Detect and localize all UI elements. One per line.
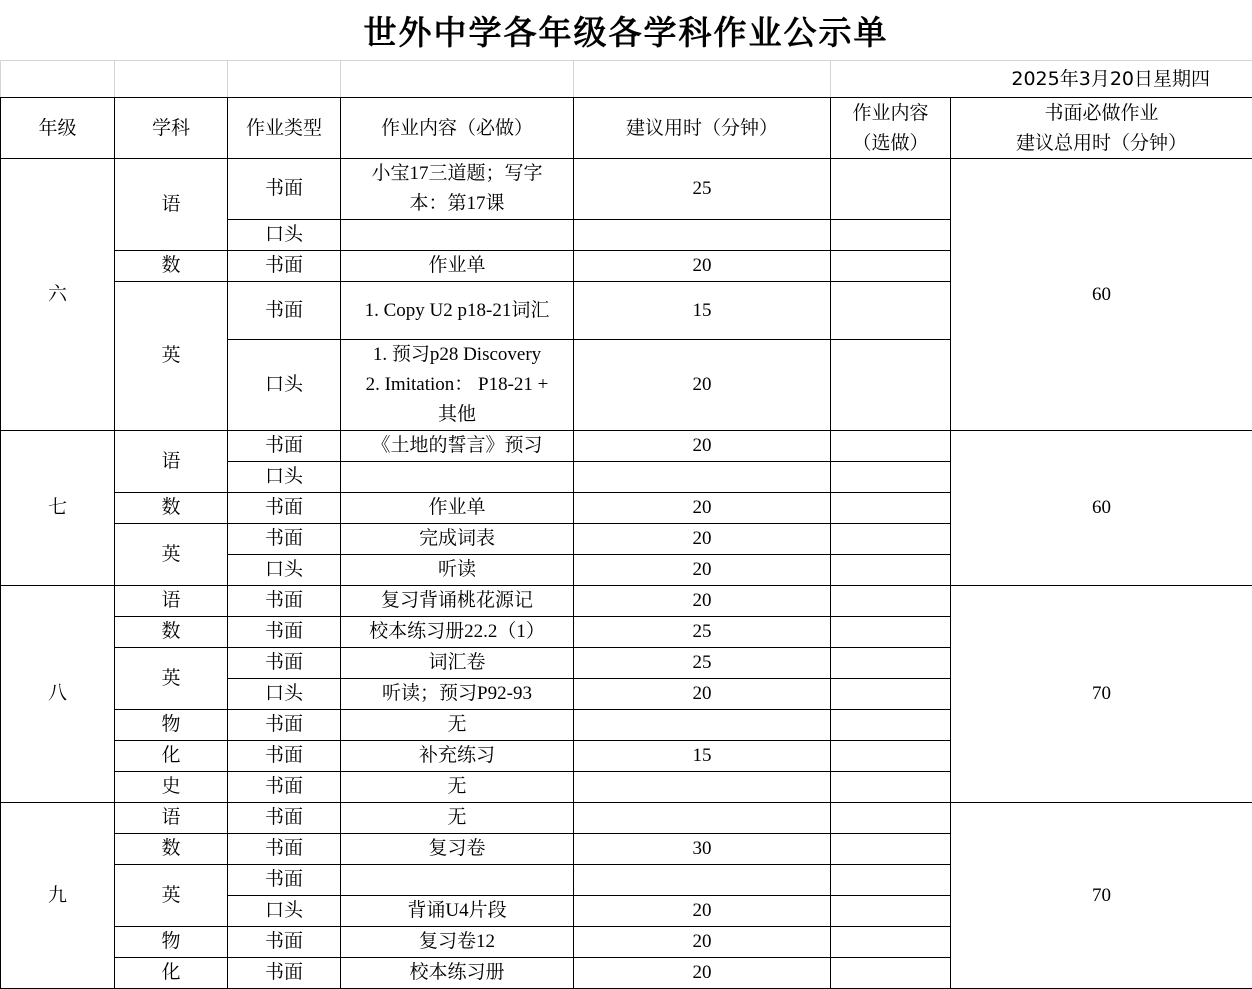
content-cell xyxy=(341,586,574,617)
type-cell: 书面 xyxy=(228,493,341,524)
type-cell: 书面 xyxy=(228,958,341,989)
content-cell xyxy=(341,251,574,282)
table-row xyxy=(1,803,1252,834)
content-cell xyxy=(341,220,574,251)
content-line: 背诵U4片段 xyxy=(343,896,571,926)
optional-content-cell xyxy=(831,865,951,896)
type-cell: 书面 xyxy=(228,159,341,220)
type-cell: 口头 xyxy=(228,679,341,710)
subject-cell: 语 xyxy=(115,803,228,834)
time-cell: 20 xyxy=(574,586,831,617)
header-row xyxy=(1,98,1252,159)
content-line: 2. Imitation： P18-21 + xyxy=(343,370,571,400)
grade-cell: 六 xyxy=(1,159,115,431)
optional-content-cell xyxy=(831,896,951,927)
header-content-required: 作业内容（必做） xyxy=(341,98,574,159)
total-time-cell: 70 xyxy=(951,586,1252,803)
subject-cell: 数 xyxy=(115,834,228,865)
subject-cell: 英 xyxy=(115,648,228,710)
time-cell: 15 xyxy=(574,282,831,340)
subject-cell: 英 xyxy=(115,524,228,586)
time-cell: 15 xyxy=(574,741,831,772)
type-cell: 书面 xyxy=(228,772,341,803)
grade-cell: 九 xyxy=(1,803,115,989)
content-line: 复习卷 xyxy=(343,834,571,864)
optional-content-cell xyxy=(831,462,951,493)
content-line: 词汇卷 xyxy=(343,648,571,678)
grade-cell: 八 xyxy=(1,586,115,803)
time-cell: 25 xyxy=(574,617,831,648)
optional-content-cell xyxy=(831,340,951,431)
type-cell: 书面 xyxy=(228,586,341,617)
time-cell: 20 xyxy=(574,896,831,927)
content-line: 复习背诵桃花源记 xyxy=(343,586,571,616)
content-line: 1. 预习p28 Discovery xyxy=(343,340,571,370)
subject-cell: 史 xyxy=(115,772,228,803)
content-cell xyxy=(341,710,574,741)
content-cell xyxy=(341,524,574,555)
subject-cell: 物 xyxy=(115,710,228,741)
optional-content-cell xyxy=(831,220,951,251)
content-cell xyxy=(341,741,574,772)
optional-content-cell xyxy=(831,958,951,989)
subject-cell: 英 xyxy=(115,865,228,927)
total-time-cell: 60 xyxy=(951,431,1252,586)
type-cell: 书面 xyxy=(228,431,341,462)
content-cell xyxy=(341,493,574,524)
content-line: 听读 xyxy=(343,555,571,585)
subject-cell: 语 xyxy=(115,159,228,251)
type-cell: 口头 xyxy=(228,462,341,493)
subject-cell: 数 xyxy=(115,493,228,524)
header-subject: 学科 xyxy=(115,98,228,159)
subject-cell: 数 xyxy=(115,617,228,648)
content-cell xyxy=(341,803,574,834)
optional-content-cell xyxy=(831,710,951,741)
type-cell: 书面 xyxy=(228,251,341,282)
content-line: 完成词表 xyxy=(343,524,571,554)
content-line: 无 xyxy=(343,803,571,833)
date-row xyxy=(1,61,1252,98)
subject-cell: 化 xyxy=(115,741,228,772)
optional-content-cell xyxy=(831,251,951,282)
content-cell xyxy=(341,896,574,927)
content-cell xyxy=(341,555,574,586)
time-cell xyxy=(574,772,831,803)
time-cell: 20 xyxy=(574,524,831,555)
type-cell: 书面 xyxy=(228,282,341,340)
homework-table xyxy=(0,60,1252,989)
optional-content-cell xyxy=(831,555,951,586)
content-cell xyxy=(341,431,574,462)
type-cell: 书面 xyxy=(228,927,341,958)
time-cell: 20 xyxy=(574,431,831,462)
total-time-cell: 60 xyxy=(951,159,1252,431)
page-title: 世外中学各年级各学科作业公示单 xyxy=(0,0,1252,60)
subject-cell: 语 xyxy=(115,586,228,617)
content-line: 作业单 xyxy=(343,251,571,281)
content-cell xyxy=(341,927,574,958)
subject-cell: 语 xyxy=(115,431,228,493)
type-cell: 书面 xyxy=(228,741,341,772)
time-cell xyxy=(574,220,831,251)
subject-cell: 数 xyxy=(115,251,228,282)
content-cell xyxy=(341,340,574,431)
content-cell xyxy=(341,648,574,679)
subject-cell: 化 xyxy=(115,958,228,989)
time-cell: 20 xyxy=(574,555,831,586)
content-cell xyxy=(341,462,574,493)
type-cell: 书面 xyxy=(228,803,341,834)
table-row xyxy=(1,586,1252,617)
content-line: 小宝17三道题；写字 xyxy=(343,159,571,189)
time-cell: 20 xyxy=(574,493,831,524)
total-time-cell: 70 xyxy=(951,803,1252,989)
time-cell: 25 xyxy=(574,648,831,679)
content-line: 校本练习册 xyxy=(343,958,571,988)
optional-content-cell xyxy=(831,524,951,555)
content-line: 听读；预习P92-93 xyxy=(343,679,571,709)
content-cell xyxy=(341,772,574,803)
content-cell xyxy=(341,958,574,989)
header-content-optional: 作业内容 （选做） xyxy=(831,98,951,159)
subject-cell: 物 xyxy=(115,927,228,958)
header-suggested-time: 建议用时（分钟） xyxy=(574,98,831,159)
optional-content-cell xyxy=(831,159,951,220)
time-cell: 20 xyxy=(574,958,831,989)
content-line: 其他 xyxy=(343,400,571,430)
optional-content-cell xyxy=(831,431,951,462)
date-label: 2025年3月20日星期四 xyxy=(831,61,1252,98)
header-total-time: 书面必做作业 建议总用时（分钟） xyxy=(951,98,1252,159)
table-row xyxy=(1,159,1252,220)
optional-content-cell xyxy=(831,586,951,617)
table-row xyxy=(1,431,1252,462)
type-cell: 口头 xyxy=(228,555,341,586)
optional-content-cell xyxy=(831,927,951,958)
time-cell xyxy=(574,710,831,741)
content-line: 作业单 xyxy=(343,493,571,523)
content-line: 补充练习 xyxy=(343,741,571,771)
type-cell: 书面 xyxy=(228,834,341,865)
content-cell xyxy=(341,834,574,865)
time-cell xyxy=(574,462,831,493)
optional-content-cell xyxy=(831,282,951,340)
content-cell xyxy=(341,679,574,710)
time-cell: 20 xyxy=(574,679,831,710)
optional-content-cell xyxy=(831,834,951,865)
content-cell xyxy=(341,159,574,220)
content-cell xyxy=(341,865,574,896)
time-cell: 25 xyxy=(574,159,831,220)
subject-cell: 英 xyxy=(115,282,228,431)
type-cell: 书面 xyxy=(228,648,341,679)
content-line: 校本练习册22.2（1） xyxy=(343,617,571,647)
grade-cell: 七 xyxy=(1,431,115,586)
type-cell: 口头 xyxy=(228,896,341,927)
header-type: 作业类型 xyxy=(228,98,341,159)
optional-content-cell xyxy=(831,648,951,679)
time-cell xyxy=(574,803,831,834)
optional-content-cell xyxy=(831,772,951,803)
time-cell: 20 xyxy=(574,340,831,431)
optional-content-cell xyxy=(831,803,951,834)
optional-content-cell xyxy=(831,493,951,524)
content-line: 本：第17课 xyxy=(343,189,571,219)
type-cell: 书面 xyxy=(228,524,341,555)
content-line: 复习卷12 xyxy=(343,927,571,957)
type-cell: 书面 xyxy=(228,710,341,741)
time-cell: 20 xyxy=(574,251,831,282)
content-cell xyxy=(341,617,574,648)
content-line: 1. Copy U2 p18-21词汇 xyxy=(343,296,571,326)
optional-content-cell xyxy=(831,741,951,772)
optional-content-cell xyxy=(831,617,951,648)
header-grade: 年级 xyxy=(1,98,115,159)
content-line: 《土地的誓言》预习 xyxy=(343,431,571,461)
type-cell: 口头 xyxy=(228,220,341,251)
optional-content-cell xyxy=(831,679,951,710)
time-cell xyxy=(574,865,831,896)
time-cell: 30 xyxy=(574,834,831,865)
content-line: 无 xyxy=(343,710,571,740)
content-cell xyxy=(341,282,574,340)
type-cell: 书面 xyxy=(228,617,341,648)
time-cell: 20 xyxy=(574,927,831,958)
type-cell: 书面 xyxy=(228,865,341,896)
type-cell: 口头 xyxy=(228,340,341,431)
content-line: 无 xyxy=(343,772,571,802)
